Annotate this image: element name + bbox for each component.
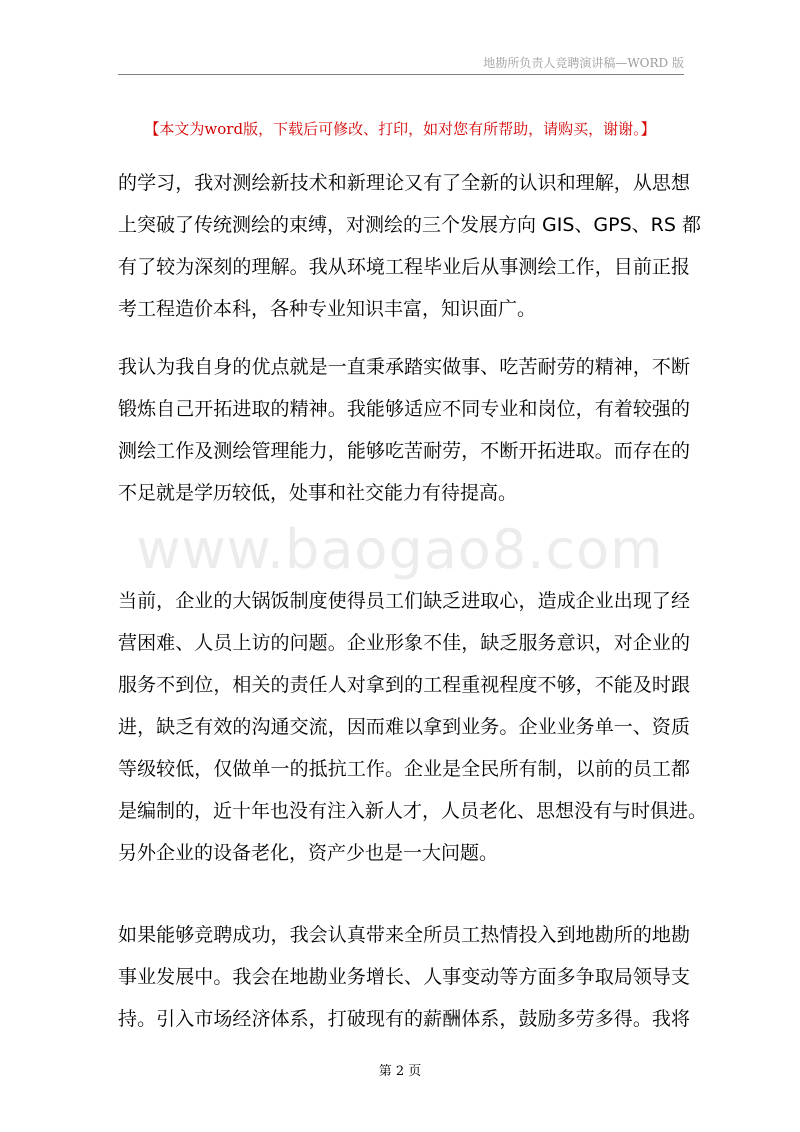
- text-line: 上突破了传统测绘的束缚，对测绘的三个发展方向 GIS、GPS、RS 都: [118, 214, 701, 236]
- text-line: 的学习，我对测绘新技术和新理论又有了全新的认识和理解，从思想: [118, 172, 690, 194]
- watermark: www.baogao8.com: [136, 518, 664, 581]
- text-line: 测绘工作及测绘管理能力，能够吃苦耐劳，不断开拓进取。而存在的: [118, 440, 690, 462]
- paragraph-3: [118, 580, 708, 874]
- text-line: 进，缺乏有效的沟通交流，因而难以拿到业务。企业业务单一、资质: [118, 716, 690, 738]
- text-line: 当前，企业的大锅饭制度使得员工们缺乏进取心，造成企业出现了经: [118, 590, 690, 612]
- header-divider: [118, 74, 684, 75]
- text-line: 服务不到位，相关的责任人对拿到的工程重视程度不够，不能及时跟: [118, 674, 690, 696]
- page-number: 第 2 页: [378, 1064, 422, 1079]
- header-title: 地勘所负责人竞聘演讲稿—WORD 版: [483, 56, 684, 70]
- paragraph-4: [118, 914, 690, 1040]
- text-line: 持。引入市场经济体系，打破现有的薪酬体系，鼓励多劳多得。我将: [118, 1008, 690, 1030]
- text-line: 等级较低，仅做单一的抵抗工作。企业是全民所有制，以前的员工都: [118, 758, 690, 780]
- text-line: 考工程造价本科，各种专业知识丰富，知识面广。: [118, 298, 537, 320]
- text-line: 另外企业的设备老化，资产少也是一大问题。: [118, 842, 499, 864]
- text-line: 如果能够竞聘成功，我会认真带来全所员工热情投入到地勘所的地勘: [118, 924, 690, 946]
- paragraph-2: [118, 346, 690, 514]
- text-line: 是编制的，近十年也没有注入新人才，人员老化、思想没有与时俱进。: [118, 800, 708, 822]
- text-line: 锻炼自己开拓进取的精神。我能够适应不同专业和岗位，有着较强的: [118, 398, 690, 420]
- purchase-notice: 【本文为word版，下载后可修改、打印，如对您有所帮助，请购买，谢谢。】: [144, 120, 656, 138]
- text-line: 事业发展中。我会在地勘业务增长、人事变动等方面多争取局领导支: [118, 966, 690, 988]
- text-line: 我认为我自身的优点就是一直秉承踏实做事、吃苦耐劳的精神，不断: [118, 356, 690, 378]
- text-line: 有了较为深刻的理解。我从环境工程毕业后从事测绘工作，目前正报: [118, 256, 690, 278]
- text-line: 营困难、人员上访的问题。企业形象不佳，缺乏服务意识，对企业的: [118, 632, 690, 654]
- paragraph-1: [118, 162, 701, 330]
- text-line: 不足就是学历较低，处事和社交能力有待提高。: [118, 482, 518, 504]
